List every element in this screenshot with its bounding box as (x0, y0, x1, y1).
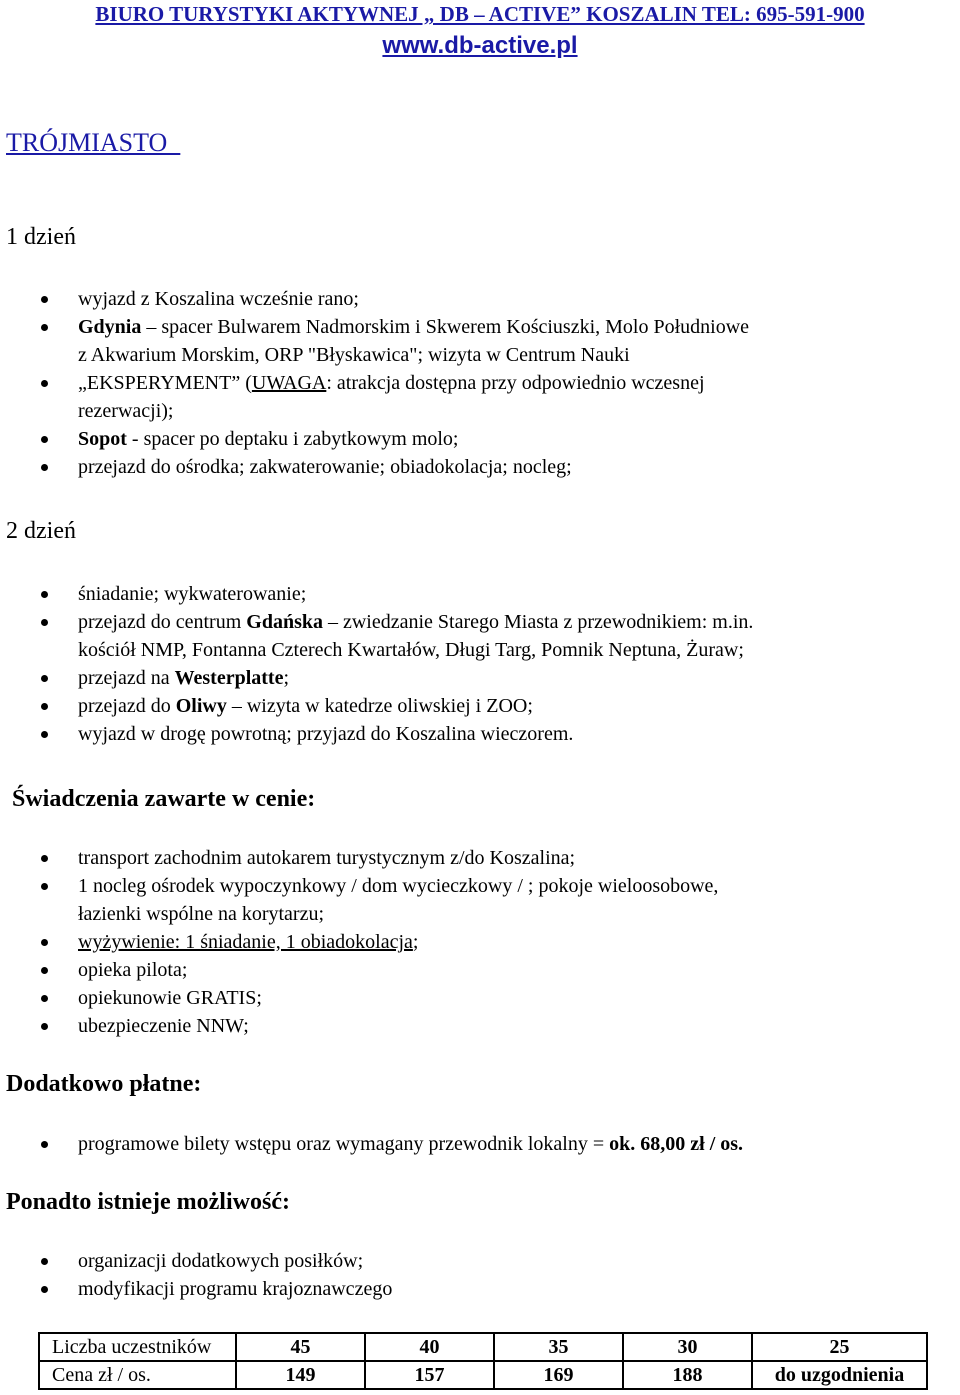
item-text: opieka pilota; (78, 959, 188, 981)
item-text: programowe bilety wstępu oraz wymagany przewodnik lokalny = (78, 1133, 610, 1155)
list-item (0, 397, 950, 425)
item-text: modyfikacji programu krajoznawczego (78, 1278, 393, 1300)
item-text: wyjazd w drogę powrotną; przyjazd do Koszalina wieczorem. (78, 723, 574, 745)
list-item (0, 1247, 950, 1275)
participants-row (39, 1333, 927, 1361)
item-text: przejazd do (78, 695, 176, 717)
website-link[interactable]: www.db-active.pl (382, 32, 578, 59)
list-item (0, 928, 950, 956)
list-item (0, 900, 950, 928)
item-text: 1 nocleg ośrodek wypoczynkowy / dom wycieczkowy / ; pokoje wieloosobowe, (78, 875, 719, 897)
options-heading: Ponadto istnieje możliwość: (6, 1189, 290, 1215)
item-text: ; (283, 667, 290, 689)
item-text: opiekunowie GRATIS; (78, 987, 262, 1009)
list-item (0, 608, 950, 636)
price-row (39, 1361, 927, 1389)
item-text: przejazd do centrum (78, 611, 247, 633)
extra-list (0, 1130, 950, 1158)
price-label: Cena zł / os. (39, 1361, 236, 1389)
item-text: śniadanie; wykwaterowanie; (78, 583, 307, 605)
extra-heading: Dodatkowo płatne: (6, 1071, 202, 1097)
participants-cell: 35 (494, 1333, 623, 1361)
underlined-text: UWAGA (251, 372, 327, 394)
list-item (0, 285, 950, 313)
list-item (0, 872, 950, 900)
list-item (0, 580, 950, 608)
item-text: z Akwarium Morskim, ORP "Błyskawica"; wizyta w Centrum Nauki (78, 344, 630, 366)
participants-cell: 45 (236, 1333, 365, 1361)
agency-header: BIURO TURYSTYKI AKTYWNEJ „ DB – ACTIVE” KOSZALIN TEL: 695-591-900 (95, 2, 865, 26)
list-item (0, 1275, 950, 1303)
list-item (0, 692, 950, 720)
item-text: - spacer po deptaku i zabytkowym molo; (126, 428, 459, 450)
item-text: – zwiedzanie Starego Miasta z przewodnikiem: m.in. (322, 611, 754, 633)
item-text: ; (412, 931, 419, 953)
day-2-label: 2 dzień (6, 518, 76, 544)
included-list (0, 844, 950, 1040)
bold-text: Gdynia (78, 316, 142, 338)
bold-text: Gdańska (246, 611, 323, 633)
list-item (0, 425, 950, 453)
list-item (0, 984, 950, 1012)
participants-cell: 40 (365, 1333, 494, 1361)
day-1-label: 1 dzień (6, 224, 76, 250)
item-text: łazienki wspólne na korytarzu; (78, 903, 325, 925)
list-item (0, 664, 950, 692)
bold-text: ok. 68,00 zł / os. (609, 1133, 744, 1155)
item-text: „EKSPERYMENT” ( (78, 372, 252, 394)
item-text: transport zachodnim autokarem turystycznym z/do Koszalina; (78, 847, 576, 869)
price-cell: 157 (365, 1361, 494, 1389)
list-item (0, 453, 950, 481)
included-heading: Świadczenia zawarte w cenie: (12, 786, 316, 812)
item-text: – wizyta w katedrze oliwskiej i ZOO; (226, 695, 533, 717)
price-cell: 169 (494, 1361, 623, 1389)
item-text: – spacer Bulwarem Nadmorskim i Skwerem Kościuszki, Molo Południowe (141, 316, 750, 338)
price-table (38, 1332, 928, 1390)
item-text: przejazd na (78, 667, 175, 689)
list-item (0, 369, 950, 397)
bold-text: Oliwy (175, 695, 227, 717)
list-item (0, 313, 950, 341)
list-item (0, 844, 950, 872)
participants-cell: 25 (752, 1333, 927, 1361)
item-text: ubezpieczenie NNW; (78, 1015, 249, 1037)
list-item (0, 956, 950, 984)
item-text: przejazd do ośrodka; zakwaterowanie; obiadokolacja; nocleg; (78, 456, 572, 478)
price-cell: do uzgodnienia (752, 1361, 927, 1389)
bold-text: Westerplatte (174, 667, 284, 689)
page-title: TRÓJMIASTO (6, 128, 181, 157)
options-list (0, 1247, 950, 1303)
participants-label: Liczba uczestników (39, 1333, 236, 1361)
item-text: organizacji dodatkowych posiłków; (78, 1250, 364, 1272)
item-text: : atrakcja dostępna przy odpowiednio wczesnej (326, 372, 705, 394)
item-text: wyjazd z Koszalina wcześnie rano; (78, 288, 359, 310)
participants-cell: 30 (623, 1333, 752, 1361)
list-item (0, 720, 950, 748)
item-text: kościół NMP, Fontanna Czterech Kwartałów, Długi Targ, Pomnik Neptuna, Żuraw; (78, 639, 744, 661)
list-item (0, 341, 950, 369)
day-2-list (0, 580, 950, 748)
list-item (0, 636, 950, 664)
item-text: rezerwacji); (78, 400, 174, 422)
day-1-list (0, 285, 950, 481)
list-item (0, 1012, 950, 1040)
bold-text: Sopot (78, 428, 127, 450)
list-item (0, 1130, 950, 1158)
underlined-text: wyżywienie: 1 śniadanie, 1 obiadokolacja (78, 931, 413, 953)
price-cell: 149 (236, 1361, 365, 1389)
price-cell: 188 (623, 1361, 752, 1389)
